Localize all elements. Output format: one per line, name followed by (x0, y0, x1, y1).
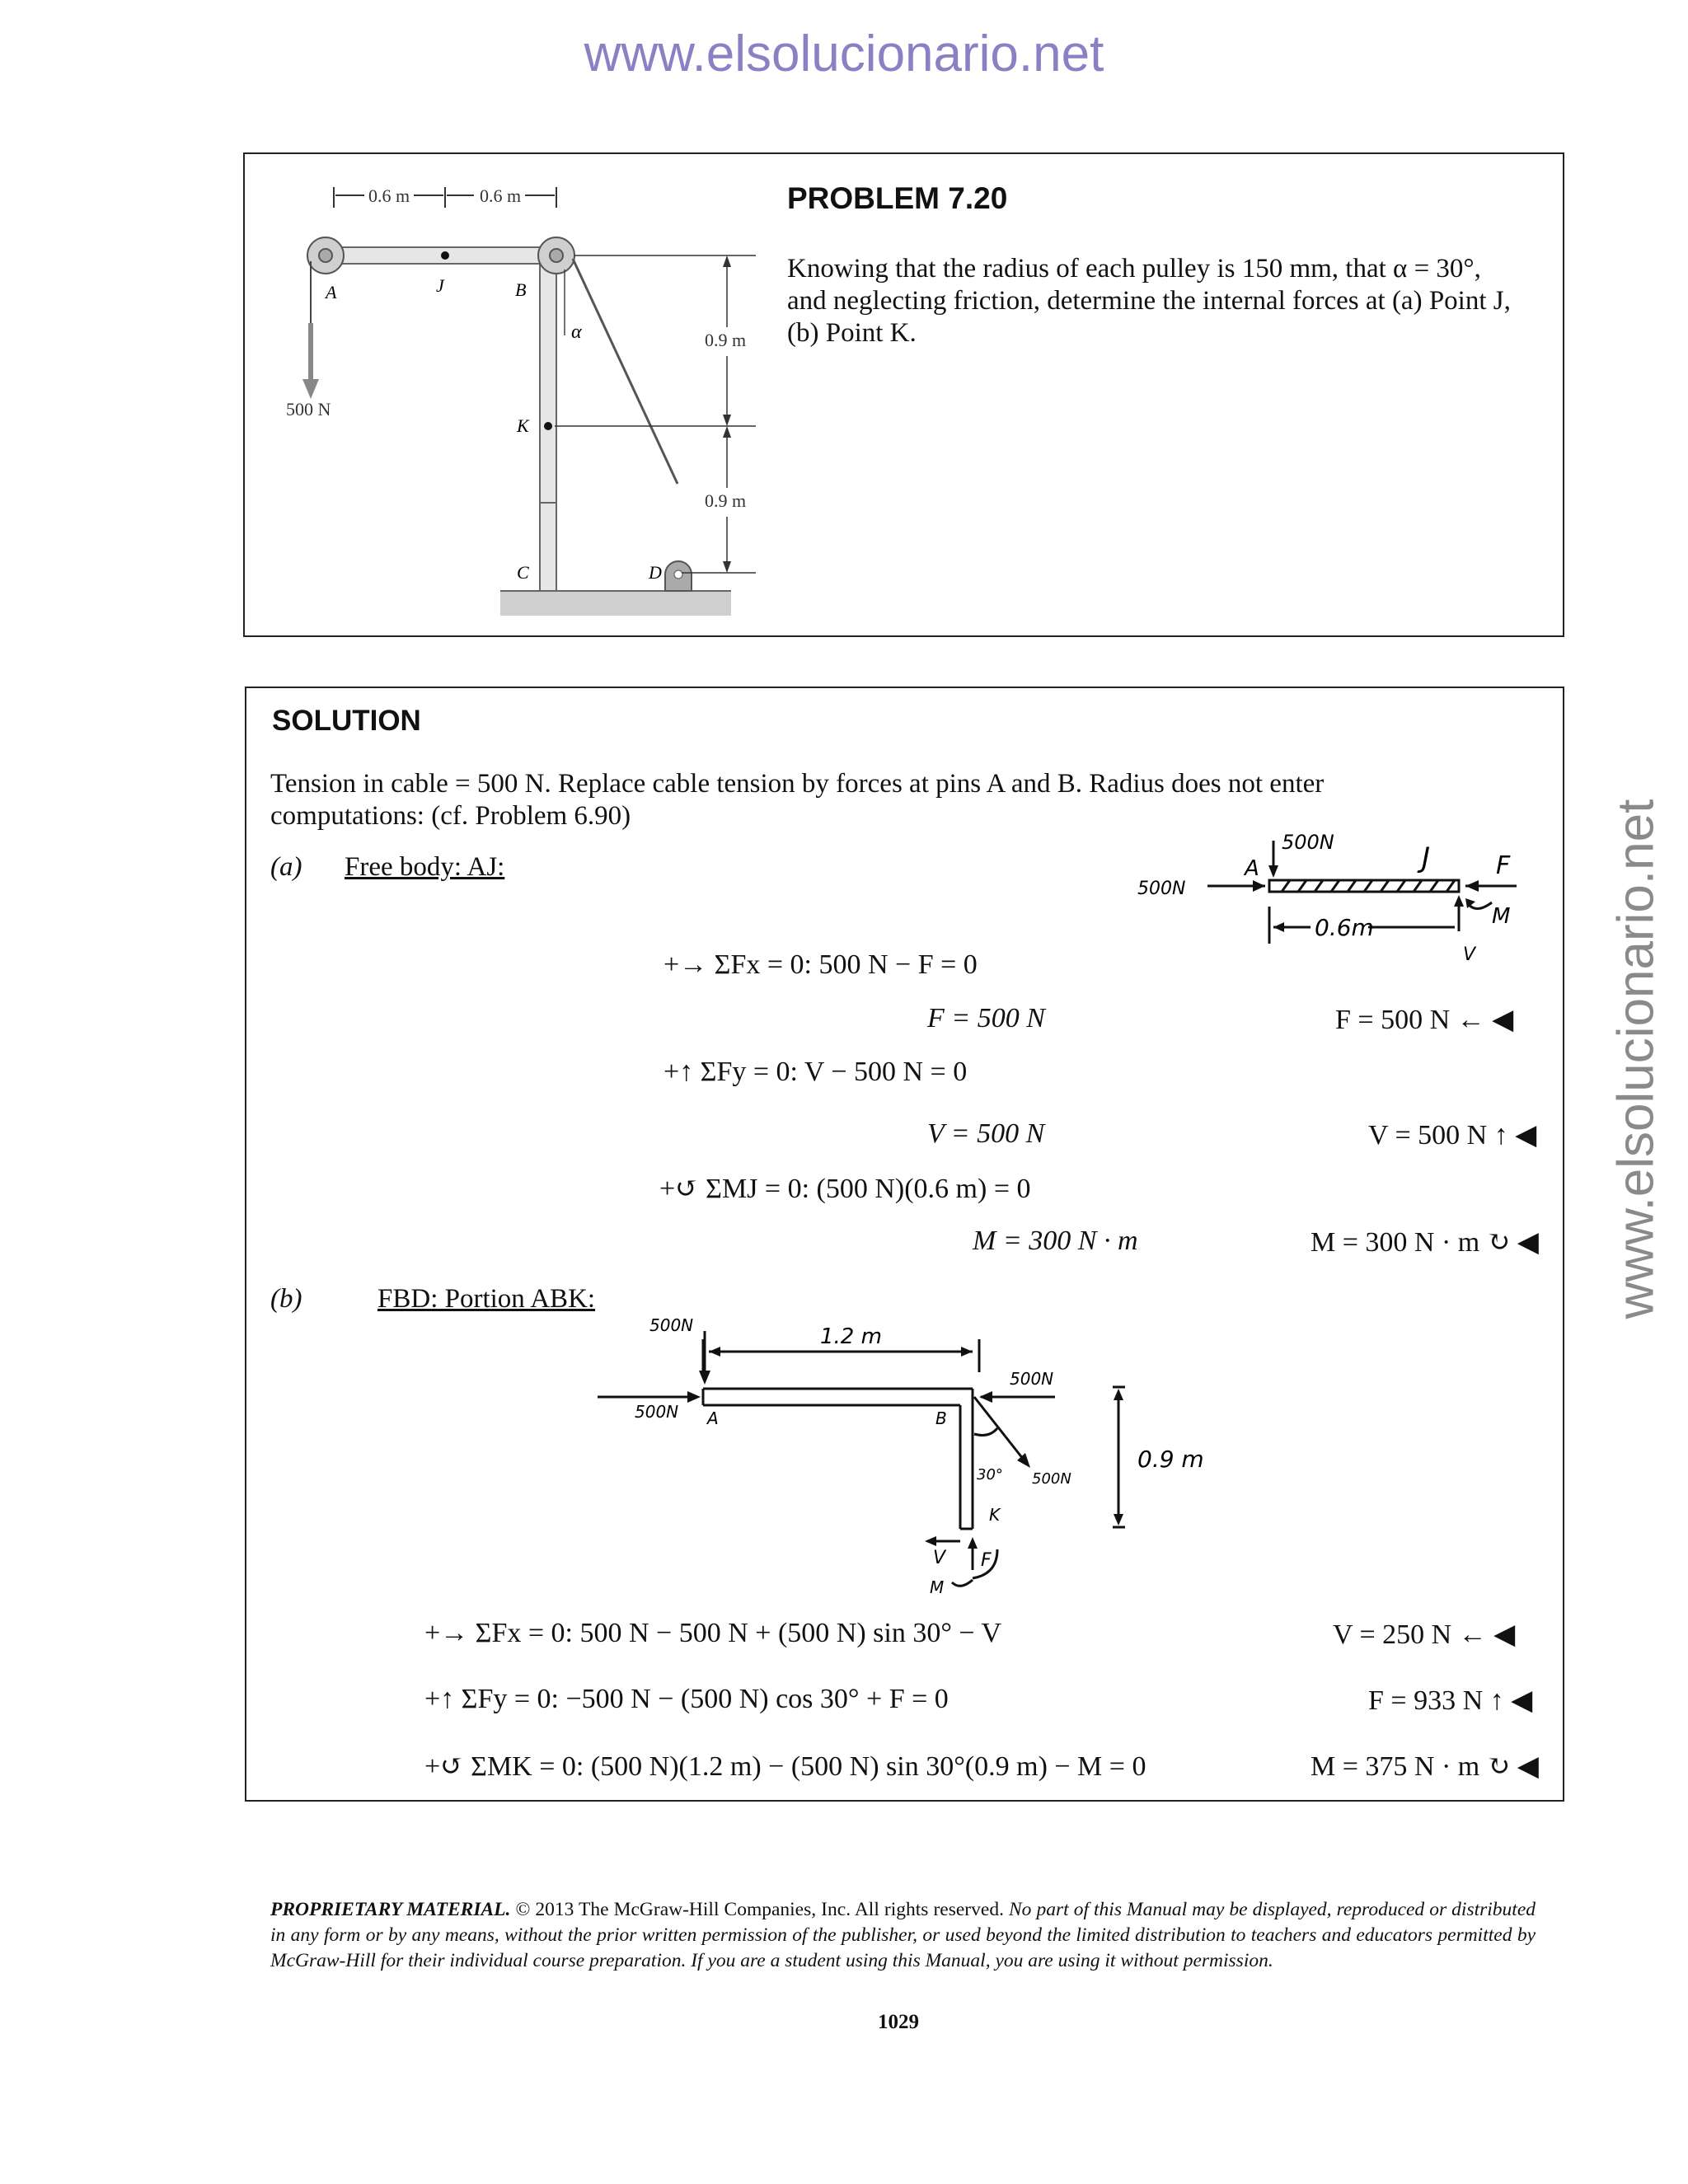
dim-ab-1: 0.6 m (368, 185, 410, 206)
part-a-res2: V = 500 N (927, 1118, 1045, 1149)
fbd-a-label-j: J (1422, 841, 1431, 874)
dim-v-1: 0.9 m (705, 330, 747, 350)
statement-line-1: Knowing that the radius of each pulley is 150 mm, that α = 30°, (787, 254, 1481, 284)
part-a-eq3: +↺ ΣMJ = 0: (500 N)(0.6 m) = 0 (659, 1174, 1031, 1204)
fbd-b-diag-force: 500N (1032, 1470, 1071, 1488)
part-a-label: (a) (270, 852, 302, 882)
fbd-b-angle: 30° (977, 1466, 1003, 1483)
part-b-eq2: +↑ ΣFy = 0: −500 N − (500 N) cos 30° + F = 0 (424, 1684, 949, 1714)
part-a-ans1-text: F = 500 N ← (1335, 1005, 1485, 1035)
fbd-a-left-force: 500N (1137, 879, 1186, 899)
footer-text: No part of this Manual may be displayed, reproduced or distributed in any form or by any means, without the prior written permission of the publisher, or used beyond the limited distribution to teachers and educators permitted by McGraw-Hill for their individual course preparation. If you are a student using this Manual, you are using it without permission. (270, 1899, 1536, 1971)
part-b-label: (b) (270, 1284, 302, 1314)
intro-line-2: computations: (cf. Problem 6.90) (270, 801, 631, 831)
fbd-abk (585, 1315, 1245, 1599)
load-label: 500 N (286, 399, 331, 419)
footer-lead: PROPRIETARY MATERIAL. (270, 1899, 511, 1920)
part-a-ans1: F = 500 N ← ◀ (1335, 1005, 1514, 1035)
part-b-eq1: +→ ΣFx = 0: 500 N − 500 N + (500 N) sin 30° − V (424, 1618, 1002, 1648)
label-a: A (326, 282, 337, 302)
part-b-ans2: F = 933 N ↑ ◀ (1368, 1685, 1533, 1716)
statement-line-3: (b) Point K. (787, 318, 917, 348)
problem-title: PROBLEM 7.20 (787, 181, 1008, 215)
fbd-a-dim: 0.6m (1315, 914, 1374, 941)
fbd-b-label-f: F (981, 1550, 992, 1571)
fbd-b-label-m: M (930, 1577, 945, 1597)
label-c: C (517, 562, 529, 583)
intro-line-1: Tension in cable = 500 N. Replace cable tension by forces at pins A and B. Radius does not enter (270, 769, 1325, 799)
fbd-b-top-force: 500N (649, 1315, 694, 1335)
part-b-ans2-text: F = 933 N ↑ (1368, 1685, 1504, 1716)
watermark-side[interactable]: www.elsolucionario.net (1607, 799, 1665, 1319)
label-b: B (515, 279, 527, 300)
part-a-res1: F = 500 N (927, 1003, 1045, 1033)
fbd-b-label-a: A (707, 1408, 719, 1428)
fbd-b-dim-h: 1.2 m (820, 1324, 882, 1349)
fbd-b-label-b: B (935, 1408, 947, 1428)
footer-notice (270, 1897, 1536, 1974)
problem-statement (787, 253, 1511, 349)
footer-copyright: © 2013 The McGraw-Hill Companies, Inc. All rights reserved. (515, 1899, 1004, 1920)
label-d: D (649, 562, 662, 583)
fbd-aj (1129, 824, 1574, 964)
part-a-res3: M = 300 N · m (973, 1226, 1138, 1256)
watermark-top[interactable]: www.elsolucionario.net (584, 26, 1104, 82)
solution-heading: SOLUTION (272, 705, 421, 737)
fbd-a-top-force: 500N (1282, 831, 1334, 854)
part-b-ans1: V = 250 N ← ◀ (1333, 1619, 1516, 1650)
part-a-ans2-text: V = 500 N ↑ (1368, 1120, 1508, 1151)
problem-figure (253, 158, 797, 636)
page-number: 1029 (878, 2011, 919, 2033)
part-a-eq1: +→ ΣFx = 0: 500 N − F = 0 (663, 949, 978, 980)
fbd-b-dim-v: 0.9 m (1137, 1446, 1204, 1473)
label-k: K (517, 415, 529, 436)
fbd-a-label-a: A (1245, 856, 1259, 881)
statement-line-2: and neglecting friction, determine the internal forces at (a) Point J, (787, 286, 1511, 316)
dim-ab-2: 0.6 m (479, 185, 522, 206)
part-a-ans2: V = 500 N ↑ ◀ (1368, 1120, 1537, 1151)
fbd-a-label-f: F (1496, 851, 1511, 880)
fbd-b-left-force: 500N (635, 1402, 679, 1422)
problem-box (243, 152, 1564, 637)
part-a-ans3: M = 300 N · m ↻ ◀ (1311, 1227, 1539, 1258)
label-alpha: α (571, 321, 582, 343)
part-b-ans3: M = 375 N · m ↻ ◀ (1311, 1751, 1539, 1782)
solution-intro (270, 768, 1324, 832)
fbd-b-label-k: K (989, 1505, 1001, 1525)
part-b-ans3-text: M = 375 N · m ↻ (1311, 1751, 1511, 1782)
fbd-b-right-force: 500N (1010, 1369, 1054, 1389)
part-a-title: Free body: AJ: (345, 852, 505, 882)
dim-v-2: 0.9 m (705, 490, 747, 511)
label-j: J (436, 275, 444, 296)
fbd-a-label-v: V (1463, 944, 1476, 964)
fbd-a-label-m: M (1492, 904, 1511, 929)
fbd-b-label-v: V (933, 1548, 946, 1568)
part-b-title: FBD: Portion ABK: (377, 1284, 596, 1314)
part-b-eq3: +↺ ΣMK = 0: (500 N)(1.2 m) − (500 N) sin 30°(0.9 m) − M = 0 (424, 1751, 1146, 1782)
part-a-eq2: +↑ ΣFy = 0: V − 500 N = 0 (663, 1057, 968, 1087)
part-b-ans1-text: V = 250 N ← (1333, 1619, 1487, 1650)
part-a-ans3-text: M = 300 N · m ↻ (1311, 1227, 1511, 1258)
